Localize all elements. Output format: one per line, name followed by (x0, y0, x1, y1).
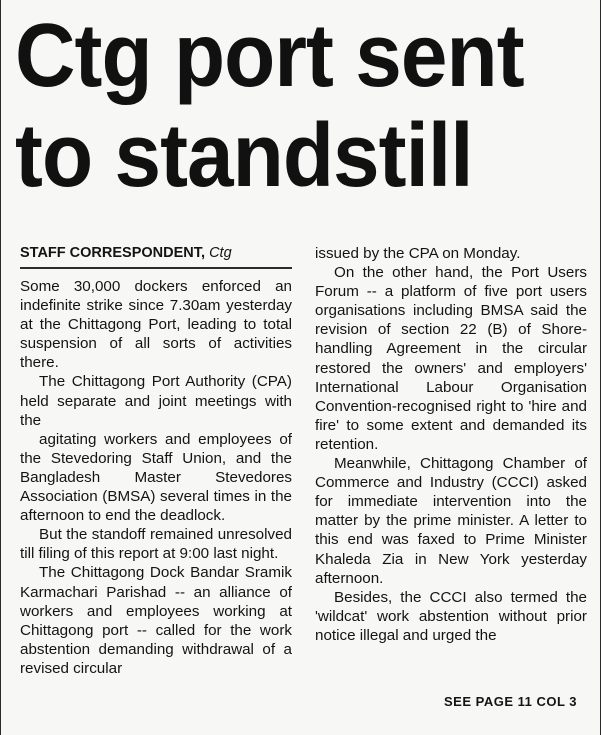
paragraph: Some 30,000 dockers enforced an indefinite strike since 7.30am yesterday at the Chittagong Port, leading to total suspension of all sorts of activities there. (20, 278, 292, 372)
article-column-left (20, 244, 292, 678)
paragraph: Besides, the CCCI also termed the 'wildcat' work abstention without prior notice illegal and urged the (315, 588, 587, 644)
paragraph: But the standoff remained unresolved till filing of this report at 9:00 last night. (20, 526, 292, 563)
paragraph: agitating workers and employees of the Stevedoring Staff Union, and the Bangladesh Master Stevedores Association (BMSA) several times in the afternoon to end the deadlock. (20, 430, 292, 525)
paragraph: The Chittagong Port Authority (CPA) held separate and joint meetings with the (20, 373, 292, 429)
byline-location: Ctg (209, 245, 232, 261)
byline-author: STAFF CORRESPONDENT, (20, 245, 206, 261)
continuation-note: SEE PAGE 11 COL 3 (444, 694, 578, 709)
paragraph: issued by the CPA on Monday. (315, 245, 521, 262)
paragraph: On the other hand, the Port Users Forum -- a platform of five port users organisations including BMSA said the revision of section 22 (B) of Shore-handling Agreement in the circular restored the owners' and employers' International Labour Organisation Convention-recognised right to 'hire and fire' to some extent and demanded its retention. (315, 264, 587, 453)
byline (20, 244, 292, 269)
paragraph: Meanwhile, Chittagong Chamber of Commerce and Industry (CCCI) asked for immediate intervention into the matter by the prime minister. A letter to this end was faxed to Prime Minister Khaleda Zia in New York yesterday afternoon. (315, 455, 587, 587)
headline-line-1: Ctg port sent (15, 6, 524, 106)
paragraph: The Chittagong Dock Bandar Sramik Karmachari Parishad -- an alliance of workers and employees working at Chittagong port -- called for the work abstention demanding withdrawal of a revised circular (20, 564, 292, 677)
headline-line-2: to standstill (15, 106, 473, 206)
headline (15, 6, 554, 206)
article-column-right (315, 244, 587, 645)
